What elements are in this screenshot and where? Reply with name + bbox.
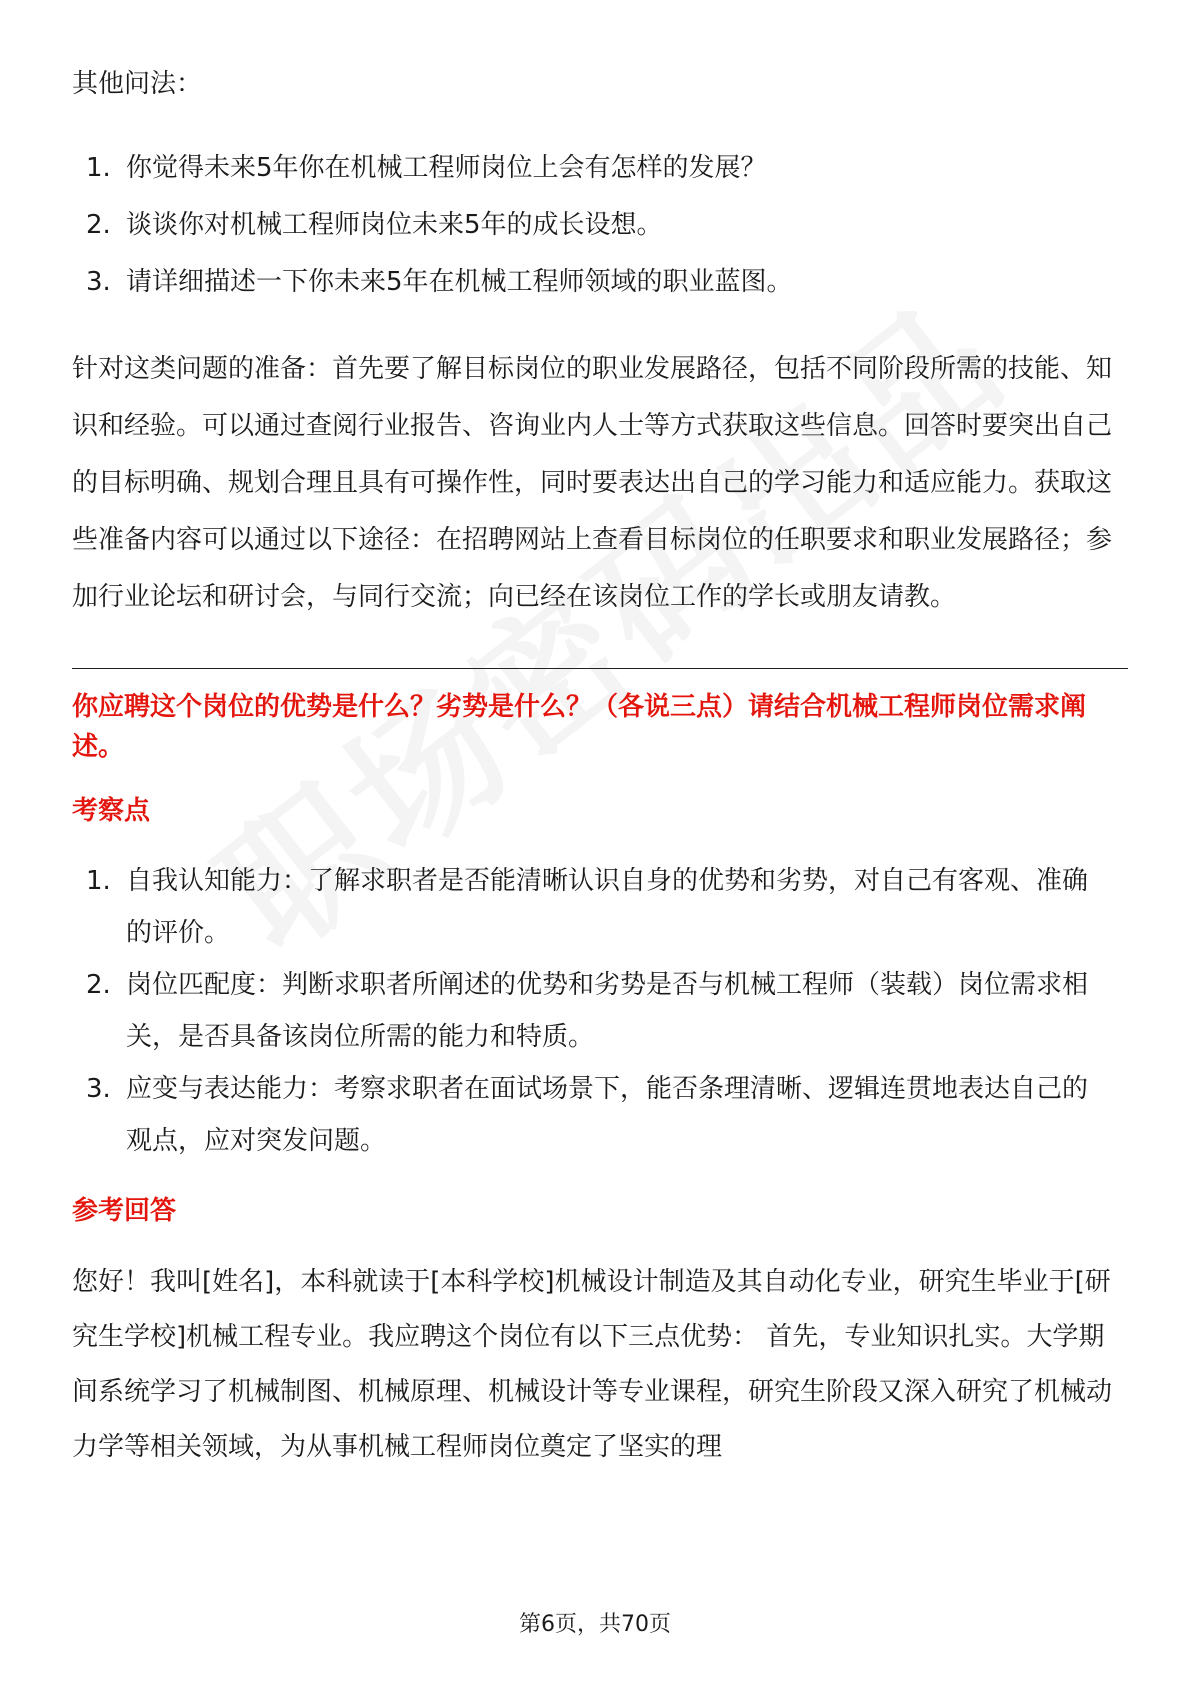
- list-item-number: 3.: [86, 1074, 111, 1104]
- list-item: [72, 855, 1128, 959]
- list-item: [72, 197, 1128, 254]
- list-item: [72, 254, 1128, 311]
- list-item: [72, 1063, 1128, 1167]
- assessment-heading: 考察点: [72, 796, 151, 826]
- page-number: 第6页，共70页: [519, 1612, 671, 1637]
- list-item-text: 岗位匹配度：判断求职者所阐述的优势和劣势是否与机械工程师（装载）岗位需求相关，是否具备该岗位所需的能力和特质。: [126, 970, 1089, 1052]
- alt-questions-label: 其他问法：: [72, 69, 203, 99]
- list-item-text: 谈谈你对机械工程师岗位未来5年的成长设想。: [126, 210, 663, 240]
- list-item-number: 2.: [86, 970, 111, 1000]
- preparation-paragraph: 针对这类问题的准备：首先要了解目标岗位的职业发展路径，包括不同阶段所需的技能、知识和经验。可以通过查阅行业报告、咨询业内人士等方式获取这些信息。回答时要突出自己的目标明确、规划合理且具有可操作性，同时要表达出自己的学习能力和适应能力。获取这些准备内容可以通过以下途径：在招聘网站上查看目标岗位的任职要求和职业发展路径；参加行业论坛和研讨会，与同行交流；向已经在该岗位工作的学长或朋友请教。: [72, 354, 1113, 612]
- list-item-number: 1.: [86, 153, 111, 183]
- alt-questions-list: [72, 140, 1128, 311]
- reference-answer-heading: 参考回答: [72, 1196, 177, 1226]
- page-content: [72, 58, 1128, 1475]
- question-heading: 你应聘这个岗位的优势是什么？劣势是什么？（各说三点）请结合机械工程师岗位需求阐述。: [72, 692, 1087, 762]
- reference-answer-paragraph: 您好！我叫[姓名]，本科就读于[本科学校]机械设计制造及其自动化专业，研究生毕业于[研究生学校]机械工程专业。我应聘这个岗位有以下三点优势： 首先，专业知识扎实。大学期间系统学习了机械制图、机械原理、机械设计等专业课程，研究生阶段又深入研究了机械动力学等相关领域，为从事机械工程师岗位奠定了坚实的理: [72, 1267, 1113, 1462]
- section-divider: [72, 668, 1128, 669]
- list-item-text: 请详细描述一下你未来5年在机械工程师领域的职业蓝图。: [126, 267, 793, 297]
- list-item-text: 你觉得未来5年你在机械工程师岗位上会有怎样的发展？: [126, 153, 767, 183]
- list-item-text: 自我认知能力：了解求职者是否能清晰认识自身的优势和劣势，对自己有客观、准确的评价。: [126, 866, 1089, 948]
- assessment-points-list: [72, 855, 1128, 1167]
- list-item-number: 2.: [86, 210, 111, 240]
- list-item-number: 1.: [86, 866, 111, 896]
- list-item-number: 3.: [86, 267, 111, 297]
- list-item: [72, 140, 1128, 197]
- list-item: [72, 959, 1128, 1063]
- list-item-text: 应变与表达能力：考察求职者在面试场景下，能否条理清晰、逻辑连贯地表达自己的观点，应对突发问题。: [126, 1074, 1089, 1156]
